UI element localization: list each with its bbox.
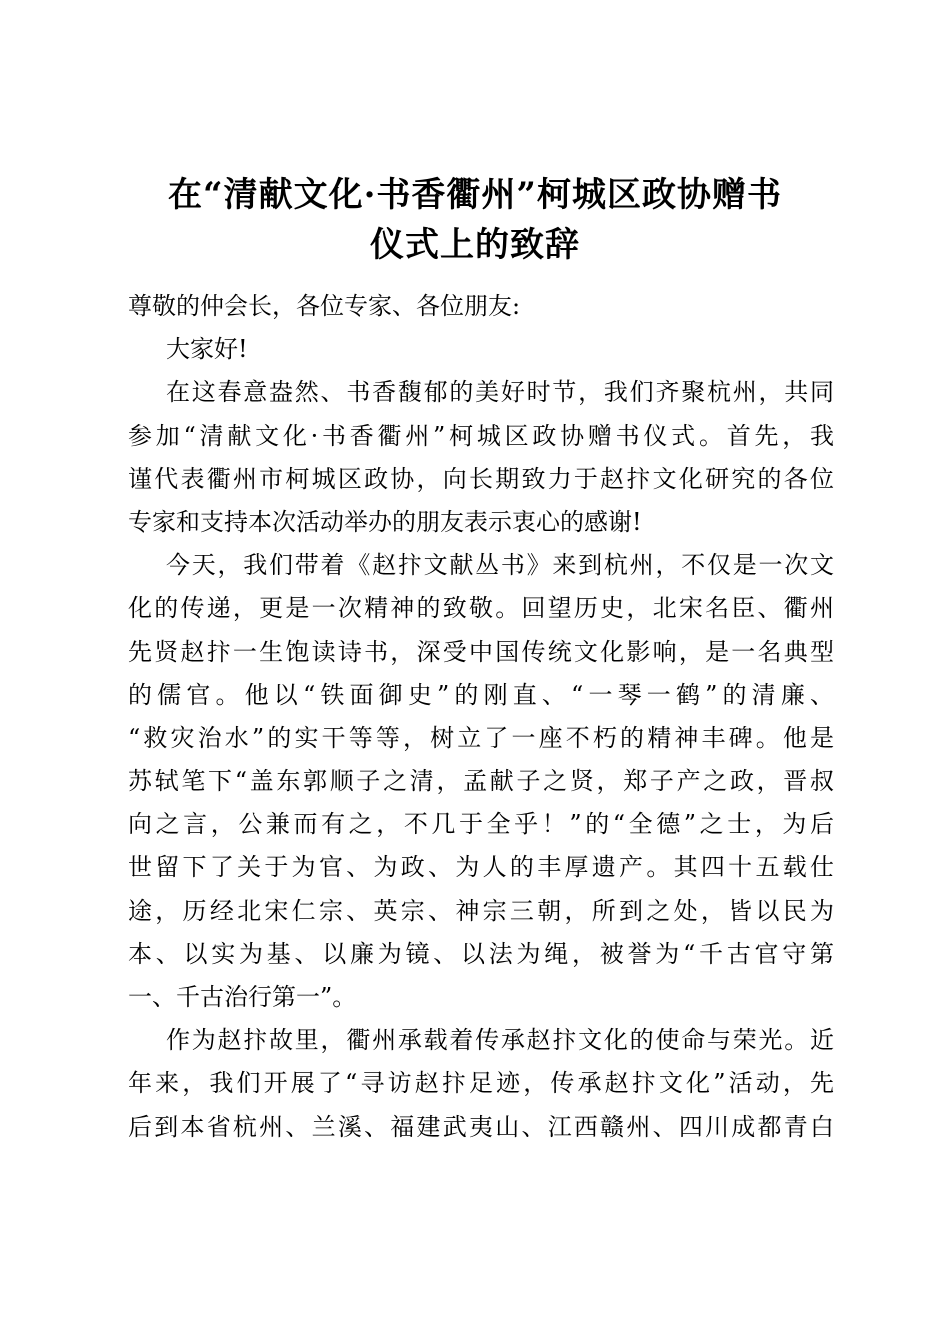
- text-line: 专家和支持本次活动举办的朋友表示衷心的感谢!: [128, 507, 642, 536]
- text-line: 在这春意盎然、书香馥郁的美好时节，我们齐聚杭州，共同: [166, 378, 834, 407]
- text-line: 先贤赵抃一生饱读诗书，深受中国传统文化影响，是一名典型: [128, 637, 834, 666]
- title-line-1: 在“清献文化·书香衢州”柯城区政协赠书: [168, 175, 782, 215]
- text-line: 参加“清献文化·书香衢州”柯城区政协赠书仪式。首先，我: [128, 421, 834, 450]
- text-line: 一、千古治行第一”。: [128, 983, 357, 1011]
- text-line: 今天，我们带着《赵抃文献丛书》来到杭州，不仅是一次文: [166, 551, 834, 580]
- text-line: 年来，我们开展了“寻访赵抃足迹，传承赵抃文化”活动，先: [128, 1069, 834, 1098]
- text-line: 向之言，公兼而有之，不几于全乎！”的“全德”之士，为后: [128, 810, 834, 839]
- paragraph-1: [128, 371, 834, 544]
- paragraph-3: [128, 1019, 834, 1149]
- text-line: 的儒官。他以“铁面御史”的刚直、“一琴一鹤”的清廉、: [128, 680, 834, 709]
- text-line: “救灾治水”的实干等等，树立了一座不朽的精神丰碑。他是: [128, 723, 834, 752]
- text-line: 后到本省杭州、兰溪、福建武夷山、江西赣州、四川成都青白: [128, 1112, 834, 1141]
- text-line: 途，历经北宋仁宗、英宗、神宗三朝，所到之处，皆以民为: [128, 896, 834, 925]
- text-line: 本、以实为基、以廉为镜、以法为绳，被誉为“千古官守第: [128, 939, 834, 968]
- document-title: [120, 170, 830, 270]
- text-line: 作为赵抃故里，衢州承载着传承赵抃文化的使命与荣光。近: [166, 1026, 834, 1055]
- paragraph-2: [128, 544, 834, 1019]
- text-line: 化的传递，更是一次精神的致敬。回望历史，北宋名臣、衢州: [128, 594, 834, 623]
- text-line: 世留下了关于为官、为政、为人的丰厚遗产。其四十五载仕: [128, 853, 834, 882]
- text-line: 尊敬的仲会长，各位专家、各位朋友:: [128, 292, 521, 320]
- salutation: [128, 285, 834, 328]
- title-line-2: 仪式上的致辞: [370, 225, 580, 265]
- greeting: [128, 328, 834, 371]
- text-line: 谨代表衢州市柯城区政协，向长期致力于赵抃文化研究的各位: [128, 464, 834, 493]
- text-line: 苏轼笔下“盖东郭顺子之清，孟献子之贤，郑子产之政，晋叔: [128, 767, 834, 796]
- speech-body: [128, 285, 834, 1149]
- text-line: 大家好!: [166, 335, 248, 364]
